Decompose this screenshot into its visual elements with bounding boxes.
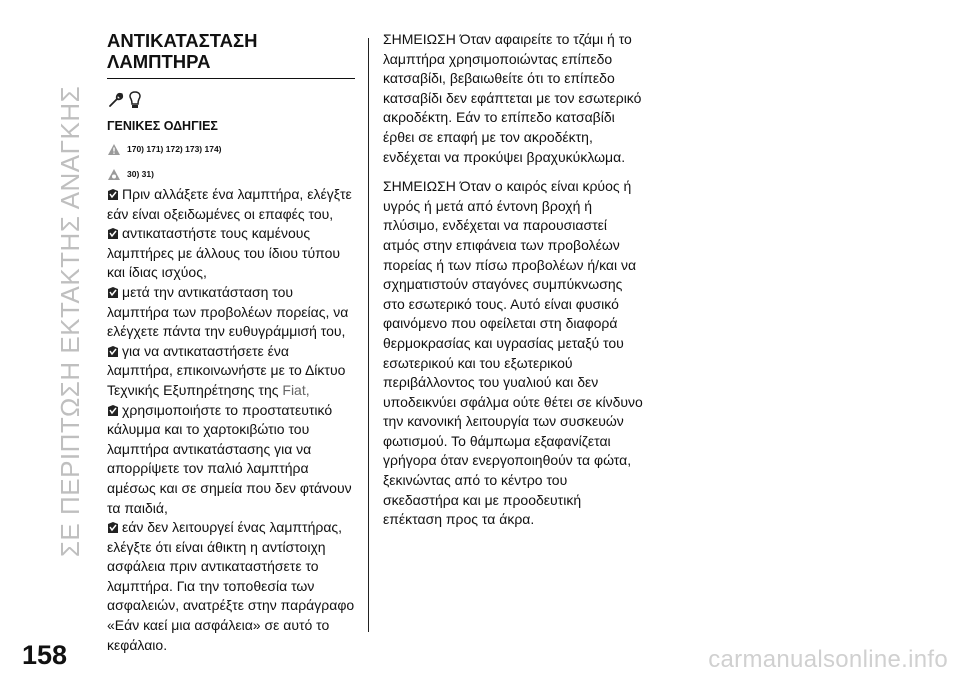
- list-item: [107, 283, 355, 342]
- right-column: [383, 30, 643, 540]
- list-item-text: μετά την αντικατάσταση του λαμπτήρα των προβολέων πορείας, να ελέγχετε πάντα την ευθυγράμμισή του,: [107, 283, 349, 340]
- note-paragraph: ΣΗΜΕΙΩΣΗ Όταν αφαιρείτε το τζάμι ή το λαμπτήρα χρησιμοποιώντας επίπεδο κατσαβίδι, βεβαιωθείτε ότι το επίπεδο κατσαβίδι δεν εφάπτεται με τον εσωτερικό ακροδέκτη. Εάν το επίπεδο κατσαβίδι έρθει σε επαφή με τον ακροδέκτη, ενδέχεται να προκύψει βραχυκύκλωμα.: [383, 31, 642, 165]
- list-item-text: αντικαταστήστε τους καμένους λαμπτήρες με άλλους του ίδιου τύπου και ίδιας ισχύος,: [107, 225, 341, 281]
- list-item: [107, 342, 355, 401]
- watermark: carmanualsonline.info: [708, 646, 948, 673]
- list-item-text: χρησιμοποιήστε το προστατευτικό κάλυμμα και το χαρτοκιβώτιο του λαμπτήρα αντικατάστασης για να απορρίψετε τον παλιό λαμπτήρα αμέσως και σε σημεία που δεν φτάνουν τα παιδιά,: [107, 401, 352, 516]
- list-item-text: Πριν αλλάξετε ένα λαμπτήρα, ελέγξτε εάν είναι οξειδωμένες οι επαφές του,: [107, 186, 352, 222]
- caution-row: [107, 165, 355, 183]
- tool-icons: [107, 89, 355, 111]
- check-box-icon: [107, 286, 119, 299]
- section-title-line2: ΛΑΜΠΤΗΡΑ: [107, 51, 211, 72]
- check-box-icon: [107, 521, 119, 534]
- column-divider: [368, 38, 369, 632]
- check-box-icon: [107, 227, 119, 240]
- warning-row: [107, 140, 355, 158]
- list-item-text: εάν δεν λειτουργεί ένας λαμπτήρας, ελέγξτε ότι είναι άθικτη η αντίστοιχη ασφάλεια πριν αντικαταστήσετε το λαμπτήρα. Για την τοποθεσία των ασφαλειών, ανατρέξτε στην παράγραφο «Εάν καεί μια ασφάλεια» σε αυτό το κεφάλαιο.: [107, 519, 355, 653]
- caution-references: 30) 31): [127, 169, 154, 179]
- lamp-icon: [127, 90, 143, 110]
- instructions-list: [107, 185, 355, 655]
- section-title: [107, 30, 355, 79]
- chapter-title-vertical: ΣΕ ΠΕΡΙΠΤΩΣΗ ΕΚΤΑΚΤΗΣ ΑΝΑΓΚΗΣ: [55, 85, 86, 557]
- page-number: 158: [22, 640, 68, 670]
- brand-name: Fiat,: [282, 381, 310, 398]
- check-box-icon: [107, 404, 119, 417]
- section-title-line1: ΑΝΤΙΚΑΤΑΣΤΑΣΗ: [107, 30, 258, 51]
- list-item-text: για να αντικαταστήσετε ένα λαμπτήρα, επικοινωνήστε με το Δίκτυο Τεχνικής Εξυπηρέτησης της: [107, 342, 346, 398]
- chapter-side-tab: [56, 16, 86, 626]
- subheading-general-instructions: ΓΕΝΙΚΕΣ ΟΔΗΓΙΕΣ: [107, 119, 218, 133]
- list-item: [107, 224, 355, 283]
- note-paragraph: ΣΗΜΕΙΩΣΗ Όταν ο καιρός είναι κρύος ή υγρός ή μετά από έντονη βροχή ή πλύσιμο, ενδέχεται να παρουσιαστεί ατμός στην επιφάνεια των προβολέων πορείας ή των πίσω προβολέων ή/και να σχηματιστούν σταγόνες συμπύκνωσης στο εσωτερικό τους. Αυτό είναι φυσικό φαινόμενο που οφείλεται στη διαφορά θερμοκρασίας και υγρασίας μεταξύ του εσωτερικού και του εξωτερικού περιβάλλοντος του γυαλιού και δεν υποδεικνύει σφάλμα ούτε θέτει σε κίνδυνο την κανονική λειτουργία των συσκευών φωτισμού. Το θάμπωμα εξαφανίζεται γρήγορα όταν ενεργοποιηθούν τα φώτα, ξεκινώντας από το κέντρο του σκεδαστήρα και με προοδευτική επέκταση προς τα άκρα.: [383, 178, 643, 528]
- check-box-icon: [107, 345, 119, 358]
- check-box-icon: [107, 188, 119, 201]
- list-item: [107, 185, 355, 224]
- warning-references: 170) 171) 172) 173) 174): [127, 144, 222, 154]
- list-item: [107, 401, 355, 519]
- wrench-icon: [107, 91, 125, 109]
- caution-drop-icon: [107, 168, 121, 181]
- left-column: [107, 30, 355, 655]
- warning-triangle-icon: [107, 143, 121, 156]
- list-item: [107, 518, 355, 655]
